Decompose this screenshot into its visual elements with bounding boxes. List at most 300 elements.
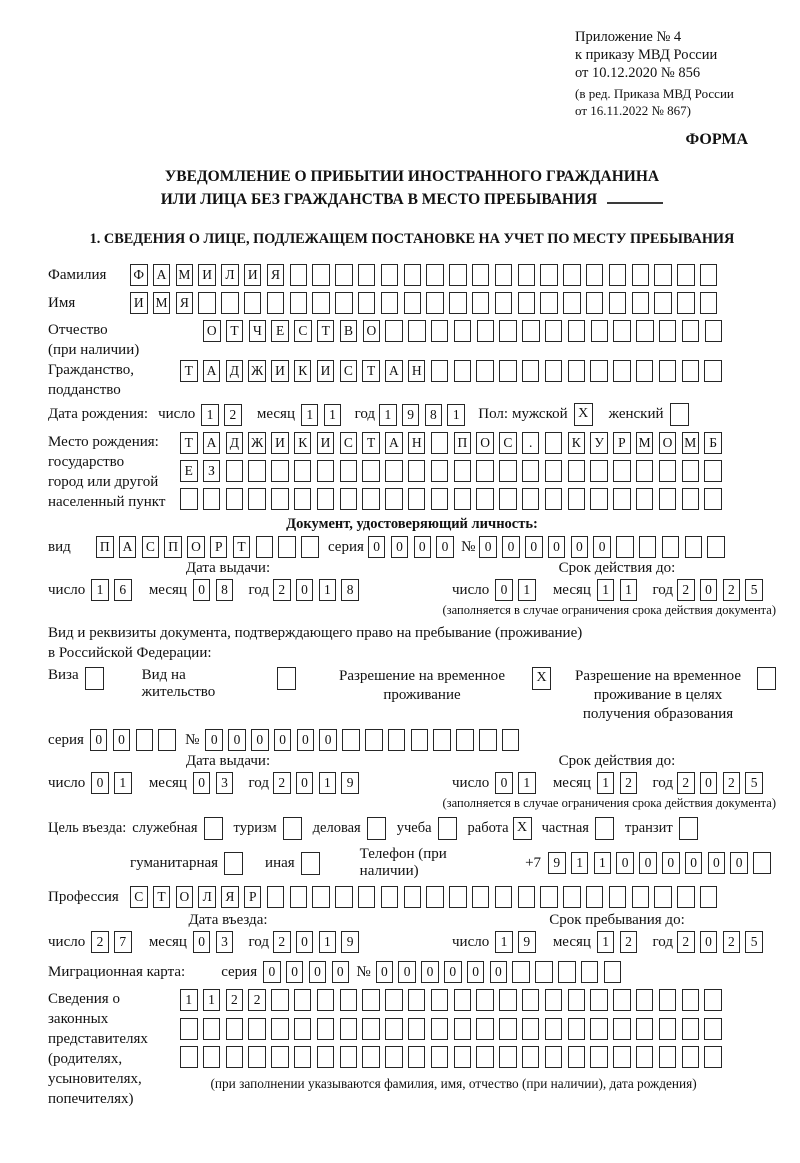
cell[interactable]	[385, 1046, 403, 1068]
cell[interactable]	[312, 264, 330, 286]
res-issue-year-cells[interactable]	[273, 772, 364, 794]
cell[interactable]: 2	[723, 931, 741, 953]
cell[interactable]	[408, 1046, 426, 1068]
entry-month-cells[interactable]	[193, 931, 239, 953]
cell[interactable]	[613, 1018, 631, 1040]
cell[interactable]	[495, 264, 513, 286]
cell[interactable]: П	[96, 536, 114, 558]
residence-permit-checkbox[interactable]	[277, 667, 296, 690]
cell[interactable]: Ж	[248, 360, 266, 382]
cell[interactable]: 0	[296, 579, 314, 601]
cell[interactable]: Д	[226, 360, 244, 382]
cell[interactable]: 0	[90, 729, 108, 751]
cell[interactable]	[221, 292, 239, 314]
cell[interactable]	[499, 460, 517, 482]
cell[interactable]	[476, 989, 494, 1011]
cell[interactable]: О	[203, 320, 221, 342]
cell[interactable]: 1	[518, 579, 536, 601]
cell[interactable]	[518, 292, 536, 314]
cell[interactable]: 5	[745, 772, 763, 794]
cell[interactable]	[639, 536, 657, 558]
cell[interactable]	[408, 488, 426, 510]
cell[interactable]: 9	[548, 852, 566, 874]
cell[interactable]	[518, 886, 536, 908]
given-name-cells[interactable]	[130, 292, 723, 314]
birth-place-line1-cells[interactable]	[180, 432, 727, 454]
cell[interactable]	[609, 292, 627, 314]
cell[interactable]	[685, 536, 703, 558]
cell[interactable]	[522, 1018, 540, 1040]
cell[interactable]: 1	[324, 404, 342, 426]
cell[interactable]	[654, 264, 672, 286]
cell[interactable]: 0	[685, 852, 703, 874]
cell[interactable]: 0	[495, 772, 513, 794]
birth-month-cells[interactable]	[301, 404, 347, 426]
id-valid-year-cells[interactable]	[677, 579, 768, 601]
cell[interactable]	[312, 886, 330, 908]
cell[interactable]: 0	[616, 852, 634, 874]
cell[interactable]	[568, 488, 586, 510]
cell[interactable]	[682, 989, 700, 1011]
cell[interactable]: Л	[221, 264, 239, 286]
cell[interactable]	[636, 360, 654, 382]
cell[interactable]	[317, 460, 335, 482]
cell[interactable]	[317, 1046, 335, 1068]
cell[interactable]	[632, 292, 650, 314]
cell[interactable]	[568, 460, 586, 482]
cell[interactable]	[568, 1018, 586, 1040]
cell[interactable]	[408, 1018, 426, 1040]
cell[interactable]: Е	[271, 320, 289, 342]
cell[interactable]	[613, 360, 631, 382]
cell[interactable]: 8	[216, 579, 234, 601]
cell[interactable]	[358, 886, 376, 908]
cell[interactable]	[408, 989, 426, 1011]
cell[interactable]	[312, 292, 330, 314]
cell[interactable]: С	[340, 432, 358, 454]
cell[interactable]: М	[176, 264, 194, 286]
cell[interactable]	[226, 460, 244, 482]
cell[interactable]	[700, 886, 718, 908]
cell[interactable]: 2	[620, 772, 638, 794]
cell[interactable]	[476, 488, 494, 510]
cell[interactable]: 5	[745, 579, 763, 601]
cell[interactable]: А	[385, 360, 403, 382]
migration-series-cells[interactable]	[263, 961, 354, 983]
cell[interactable]: А	[203, 432, 221, 454]
cell[interactable]	[590, 989, 608, 1011]
cell[interactable]: 1	[620, 579, 638, 601]
cell[interactable]	[590, 488, 608, 510]
cell[interactable]	[342, 729, 360, 751]
cell[interactable]	[707, 536, 725, 558]
cell[interactable]: 0	[700, 931, 718, 953]
cell[interactable]: 9	[402, 404, 420, 426]
cell[interactable]: 1	[379, 404, 397, 426]
representatives-line3-cells[interactable]	[180, 1046, 727, 1068]
cell[interactable]	[248, 488, 266, 510]
cell[interactable]: 0	[708, 852, 726, 874]
cell[interactable]: 9	[341, 931, 359, 953]
cell[interactable]	[454, 320, 472, 342]
cell[interactable]	[388, 729, 406, 751]
cell[interactable]	[431, 1018, 449, 1040]
cell[interactable]	[404, 886, 422, 908]
cell[interactable]: 0	[274, 729, 292, 751]
cell[interactable]	[476, 1046, 494, 1068]
cell[interactable]: 1	[518, 772, 536, 794]
cell[interactable]	[586, 264, 604, 286]
cell[interactable]: Н	[408, 432, 426, 454]
cell[interactable]	[476, 460, 494, 482]
cell[interactable]: Р	[210, 536, 228, 558]
cell[interactable]	[613, 488, 631, 510]
purpose-other-checkbox[interactable]	[301, 852, 320, 875]
cell[interactable]: 0	[309, 961, 327, 983]
purpose-humanitarian-checkbox[interactable]	[224, 852, 243, 875]
cell[interactable]	[385, 320, 403, 342]
cell[interactable]	[271, 1046, 289, 1068]
cell[interactable]: Т	[180, 360, 198, 382]
cell[interactable]	[454, 460, 472, 482]
cell[interactable]: Т	[153, 886, 171, 908]
cell[interactable]: Б	[704, 432, 722, 454]
purpose-private-checkbox[interactable]	[595, 817, 614, 840]
cell[interactable]: У	[590, 432, 608, 454]
cell[interactable]	[267, 886, 285, 908]
cell[interactable]: И	[271, 432, 289, 454]
cell[interactable]	[682, 360, 700, 382]
cell[interactable]: 0	[368, 536, 386, 558]
cell[interactable]	[381, 886, 399, 908]
cell[interactable]: 0	[296, 931, 314, 953]
cell[interactable]	[472, 292, 490, 314]
cell[interactable]	[563, 886, 581, 908]
cell[interactable]	[294, 1018, 312, 1040]
cell[interactable]: 1	[203, 989, 221, 1011]
cell[interactable]	[563, 292, 581, 314]
cell[interactable]: Я	[267, 264, 285, 286]
cell[interactable]	[659, 488, 677, 510]
res-series-cells[interactable]	[90, 729, 181, 751]
cell[interactable]: И	[271, 360, 289, 382]
cell[interactable]	[358, 264, 376, 286]
cell[interactable]	[226, 1018, 244, 1040]
birth-day-cells[interactable]	[201, 404, 247, 426]
cell[interactable]: 9	[518, 931, 536, 953]
cell[interactable]	[431, 320, 449, 342]
phone-cells[interactable]	[548, 852, 776, 874]
cell[interactable]: М	[636, 432, 654, 454]
cell[interactable]: .	[522, 432, 540, 454]
cell[interactable]: 2	[226, 989, 244, 1011]
cell[interactable]	[659, 989, 677, 1011]
cell[interactable]	[294, 460, 312, 482]
purpose-transit-checkbox[interactable]	[679, 817, 698, 840]
cell[interactable]	[654, 886, 672, 908]
cell[interactable]: Т	[233, 536, 251, 558]
cell[interactable]	[613, 320, 631, 342]
cell[interactable]	[431, 460, 449, 482]
birth-year-cells[interactable]	[379, 404, 470, 426]
cell[interactable]: 0	[502, 536, 520, 558]
cell[interactable]	[226, 488, 244, 510]
cell[interactable]	[431, 1046, 449, 1068]
cell[interactable]: Ч	[249, 320, 267, 342]
cell[interactable]	[682, 488, 700, 510]
cell[interactable]: 2	[723, 772, 741, 794]
cell[interactable]: М	[682, 432, 700, 454]
cell[interactable]	[479, 729, 497, 751]
cell[interactable]	[616, 536, 634, 558]
cell[interactable]	[290, 264, 308, 286]
cell[interactable]: К	[294, 432, 312, 454]
cell[interactable]	[408, 320, 426, 342]
cell[interactable]: 1	[571, 852, 589, 874]
cell[interactable]: 2	[273, 931, 291, 953]
cell[interactable]: Ф	[130, 264, 148, 286]
cell[interactable]	[753, 852, 771, 874]
cell[interactable]	[677, 264, 695, 286]
cell[interactable]	[456, 729, 474, 751]
cell[interactable]	[540, 886, 558, 908]
purpose-work-checkbox[interactable]: X	[513, 817, 532, 840]
cell[interactable]	[340, 488, 358, 510]
cell[interactable]	[340, 989, 358, 1011]
cell[interactable]: А	[385, 432, 403, 454]
cell[interactable]	[203, 1046, 221, 1068]
cell[interactable]	[340, 1018, 358, 1040]
cell[interactable]: 2	[677, 931, 695, 953]
cell[interactable]: Т	[362, 432, 380, 454]
cell[interactable]	[290, 886, 308, 908]
cell[interactable]: 1	[301, 404, 319, 426]
cell[interactable]	[499, 1046, 517, 1068]
cell[interactable]	[659, 460, 677, 482]
cell[interactable]	[659, 1046, 677, 1068]
cell[interactable]: Н	[408, 360, 426, 382]
cell[interactable]: 2	[677, 579, 695, 601]
cell[interactable]	[545, 1046, 563, 1068]
cell[interactable]: П	[454, 432, 472, 454]
cell[interactable]: 0	[113, 729, 131, 751]
cell[interactable]: Я	[221, 886, 239, 908]
cell[interactable]	[568, 320, 586, 342]
patronymic-cells[interactable]	[203, 320, 727, 342]
cell[interactable]: 0	[436, 536, 454, 558]
cell[interactable]	[180, 1046, 198, 1068]
cell[interactable]	[449, 264, 467, 286]
cell[interactable]	[158, 729, 176, 751]
cell[interactable]	[659, 1018, 677, 1040]
temp-permit-checkbox[interactable]: X	[532, 667, 551, 690]
cell[interactable]	[454, 1018, 472, 1040]
cell[interactable]: Ж	[248, 432, 266, 454]
cell[interactable]	[558, 961, 576, 983]
cell[interactable]	[476, 360, 494, 382]
cell[interactable]: О	[187, 536, 205, 558]
cell[interactable]: 0	[571, 536, 589, 558]
cell[interactable]	[381, 264, 399, 286]
cell[interactable]: С	[294, 320, 312, 342]
cell[interactable]	[426, 886, 444, 908]
cell[interactable]	[385, 460, 403, 482]
cell[interactable]	[499, 488, 517, 510]
cell[interactable]	[267, 292, 285, 314]
cell[interactable]: 0	[376, 961, 394, 983]
cell[interactable]	[271, 989, 289, 1011]
cell[interactable]	[362, 488, 380, 510]
cell[interactable]: Е	[180, 460, 198, 482]
cell[interactable]: И	[317, 360, 335, 382]
cell[interactable]: 0	[193, 772, 211, 794]
cell[interactable]	[659, 320, 677, 342]
cell[interactable]: И	[244, 264, 262, 286]
cell[interactable]: 0	[479, 536, 497, 558]
cell[interactable]	[545, 460, 563, 482]
cell[interactable]: З	[203, 460, 221, 482]
cell[interactable]	[454, 488, 472, 510]
cell[interactable]: 2	[224, 404, 242, 426]
cell[interactable]	[340, 1046, 358, 1068]
cell[interactable]	[522, 360, 540, 382]
cell[interactable]	[431, 360, 449, 382]
cell[interactable]: 0	[525, 536, 543, 558]
id-issue-year-cells[interactable]	[273, 579, 364, 601]
cell[interactable]	[704, 989, 722, 1011]
res-issue-day-cells[interactable]	[91, 772, 137, 794]
cell[interactable]	[662, 536, 680, 558]
cell[interactable]: 6	[114, 579, 132, 601]
cell[interactable]: 1	[495, 931, 513, 953]
cell[interactable]	[256, 536, 274, 558]
cell[interactable]: 0	[297, 729, 315, 751]
cell[interactable]	[700, 264, 718, 286]
cell[interactable]	[502, 729, 520, 751]
cell[interactable]	[290, 292, 308, 314]
cell[interactable]: 7	[114, 931, 132, 953]
cell[interactable]: 0	[548, 536, 566, 558]
cell[interactable]	[632, 886, 650, 908]
cell[interactable]: 2	[91, 931, 109, 953]
cell[interactable]: Т	[180, 432, 198, 454]
cell[interactable]	[365, 729, 383, 751]
cell[interactable]	[431, 989, 449, 1011]
cell[interactable]	[545, 432, 563, 454]
cell[interactable]	[586, 292, 604, 314]
cell[interactable]	[636, 460, 654, 482]
cell[interactable]: 1	[597, 772, 615, 794]
cell[interactable]	[613, 1046, 631, 1068]
cell[interactable]	[568, 360, 586, 382]
cell[interactable]	[682, 1018, 700, 1040]
cell[interactable]	[522, 320, 540, 342]
cell[interactable]	[522, 1046, 540, 1068]
cell[interactable]	[362, 460, 380, 482]
cell[interactable]	[404, 264, 422, 286]
cell[interactable]: Р	[613, 432, 631, 454]
doc-type-cells[interactable]	[96, 536, 324, 558]
cell[interactable]: 2	[273, 579, 291, 601]
cell[interactable]	[591, 320, 609, 342]
cell[interactable]: А	[203, 360, 221, 382]
cell[interactable]	[278, 536, 296, 558]
cell[interactable]	[704, 1046, 722, 1068]
purpose-official-checkbox[interactable]	[204, 817, 223, 840]
cell[interactable]: М	[153, 292, 171, 314]
cell[interactable]	[613, 460, 631, 482]
cell[interactable]: 0	[286, 961, 304, 983]
cell[interactable]	[271, 1018, 289, 1040]
cell[interactable]: 0	[730, 852, 748, 874]
cell[interactable]: 0	[414, 536, 432, 558]
cell[interactable]	[636, 989, 654, 1011]
cell[interactable]	[335, 886, 353, 908]
cell[interactable]	[476, 1018, 494, 1040]
cell[interactable]: И	[198, 264, 216, 286]
cell[interactable]	[472, 886, 490, 908]
cell[interactable]: Т	[362, 360, 380, 382]
res-valid-year-cells[interactable]	[677, 772, 768, 794]
cell[interactable]: А	[119, 536, 137, 558]
cell[interactable]: А	[153, 264, 171, 286]
cell[interactable]	[472, 264, 490, 286]
cell[interactable]	[271, 488, 289, 510]
cell[interactable]	[540, 264, 558, 286]
cell[interactable]: 0	[467, 961, 485, 983]
cell[interactable]	[632, 264, 650, 286]
cell[interactable]	[636, 1046, 654, 1068]
cell[interactable]: 1	[180, 989, 198, 1011]
cell[interactable]	[522, 989, 540, 1011]
purpose-study-checkbox[interactable]	[438, 817, 457, 840]
cell[interactable]	[136, 729, 154, 751]
cell[interactable]: 0	[91, 772, 109, 794]
cell[interactable]	[677, 292, 695, 314]
cell[interactable]: 1	[319, 579, 337, 601]
visa-checkbox[interactable]	[85, 667, 104, 690]
cell[interactable]: 0	[205, 729, 223, 751]
doc-series-cells[interactable]	[368, 536, 459, 558]
cell[interactable]: 2	[723, 579, 741, 601]
cell[interactable]	[704, 488, 722, 510]
id-issue-month-cells[interactable]	[193, 579, 239, 601]
cell[interactable]	[426, 264, 444, 286]
cell[interactable]	[294, 1046, 312, 1068]
citizenship-cells[interactable]	[180, 360, 727, 382]
cell[interactable]: 1	[201, 404, 219, 426]
cell[interactable]	[604, 961, 622, 983]
cell[interactable]: 1	[594, 852, 612, 874]
cell[interactable]	[705, 320, 723, 342]
cell[interactable]	[499, 989, 517, 1011]
cell[interactable]: 0	[193, 931, 211, 953]
cell[interactable]	[636, 1018, 654, 1040]
cell[interactable]: Т	[317, 320, 335, 342]
cell[interactable]	[454, 1046, 472, 1068]
cell[interactable]	[454, 360, 472, 382]
cell[interactable]	[495, 886, 513, 908]
cell[interactable]	[545, 488, 563, 510]
cell[interactable]: О	[659, 432, 677, 454]
cell[interactable]	[385, 1018, 403, 1040]
cell[interactable]	[636, 320, 654, 342]
cell[interactable]	[335, 292, 353, 314]
cell[interactable]	[495, 292, 513, 314]
cell[interactable]	[609, 264, 627, 286]
cell[interactable]	[704, 360, 722, 382]
cell[interactable]	[294, 989, 312, 1011]
